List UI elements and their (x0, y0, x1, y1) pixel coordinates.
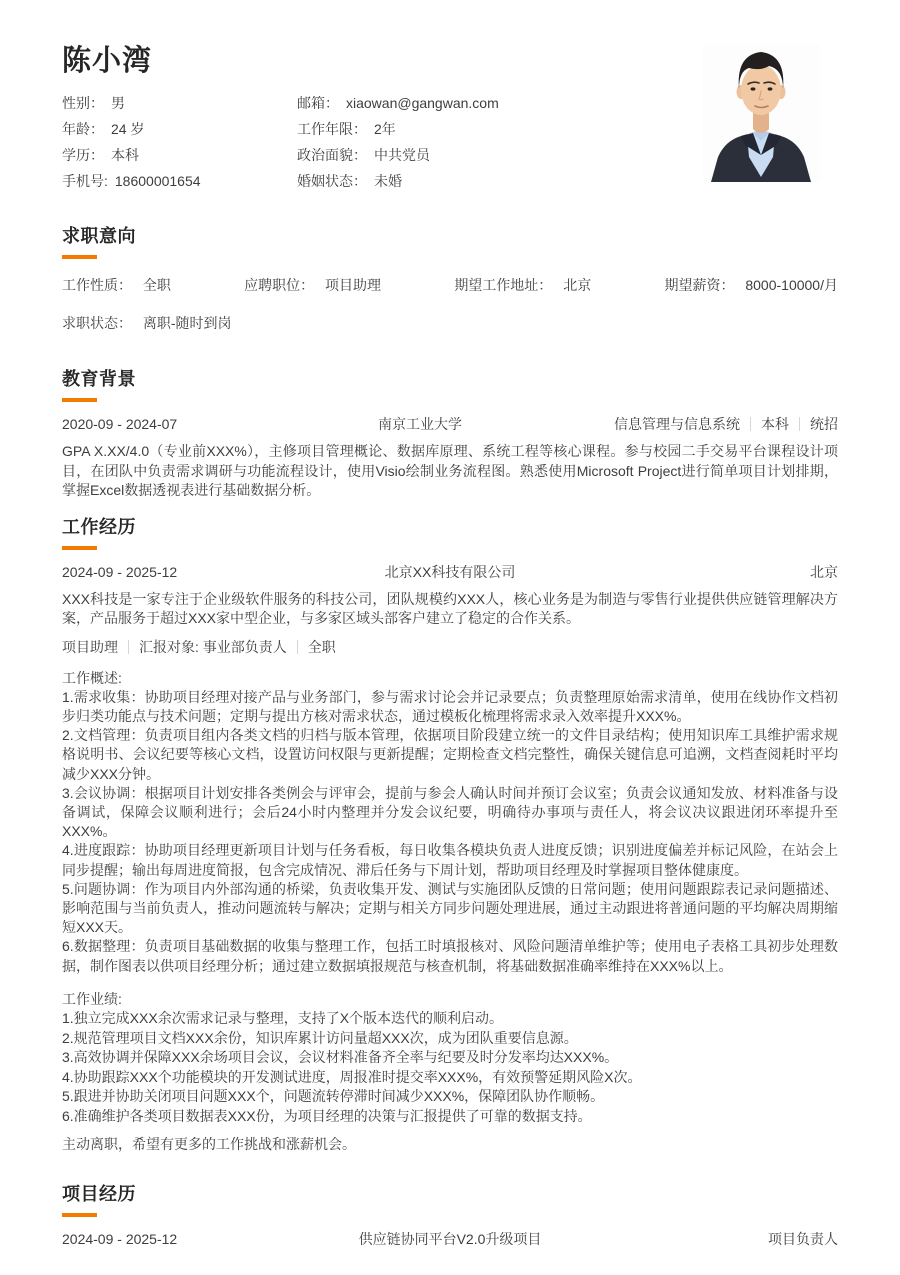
project-name: 供应链协同平台V2.0升级项目 (358, 1231, 542, 1248)
achievement-item: 6.准确维护各类项目数据表XXX份，为项目经理的决策与汇报提供了可靠的数据支持。 (62, 1107, 592, 1124)
work-period: 2024-09 - 2025-12 (62, 563, 178, 580)
company-intro: XXX科技是一家专注于企业级软件服务的科技公司，团队规模约XXX人，核心业务是为制造与零售行业提供供应链管理解决方案，产品服务于超过XXX家中型企业，与多家区域头部客户建立了稳定的合作关系。 (62, 590, 838, 626)
divider (750, 417, 751, 431)
accent-bar (62, 1213, 97, 1217)
info-political-status: 政治面貌： 中共党员 (297, 147, 430, 163)
section-work-experience (62, 515, 838, 1155)
work-achievements-title: 工作业绩: (62, 990, 122, 1007)
education-degree: 本科 (761, 416, 789, 432)
duty-item: 3.会议协调：根据项目计划安排各类例会与评审会，提前与参会人确认时间并预订会议室；负责会议通知发放、材料准备与设备调试，保障会议顺利进行；会后24小时内整理并分发会议纪要，明确待办事项与责任人，将会议决议跟进闭环率提升至XXX%。 (62, 784, 838, 840)
project-role: 项目负责人 (768, 1231, 838, 1248)
duty-item: 5.问题协调：作为项目内外部沟通的桥梁，负责收集开发、测试与实施团队反馈的日常问题；使用问题跟踪表记录问题描述、影响范围与当前负责人，推动问题流转与解决；定期与相关方同步问题处理进展，通过主动跟进将普通问题的平均解决周期缩短XXX天。 (62, 880, 838, 936)
education-enrollment: 统招 (810, 416, 838, 432)
section-job-intention (62, 224, 838, 333)
section-header (62, 1182, 838, 1217)
project-meta-row (62, 1229, 838, 1249)
work-report-to: 汇报对象: 事业部负责人 (139, 638, 287, 655)
achievement-item: 4.协助跟踪XXX个功能模块的开发测试进度，周报准时提交率XXX%，有效预警延期风险X次。 (62, 1068, 642, 1085)
duty-item: 6.数据整理：负责项目基础数据的收集与整理工作，包括工时填报核对、风险问题清单维护等；使用电子表格工具初步处理数据，制作图表以供项目经理分析；通过建立数据填报规范与核查机制，将基础数据准确率维持在XXX%以上。 (62, 938, 838, 974)
divider (297, 640, 298, 654)
achievement-item: 1.独立完成XXX余次需求记录与整理，支持了X个版本迭代的顺利启动。 (62, 1010, 504, 1027)
divider (128, 640, 129, 654)
info-work-years: 工作年限： 2年 (297, 121, 396, 137)
achievement-item: 3.高效协调并保障XXX余场项目会议，会议材料准备齐全率与纪要及时分发率均达XXX%。 (62, 1049, 619, 1066)
project-period: 2024-09 - 2025-12 (62, 1231, 178, 1248)
personal-info (62, 90, 662, 194)
education-school: 南京工业大学 (378, 416, 462, 432)
info-education: 学历： 本科 (62, 147, 139, 163)
job-status-row (62, 313, 838, 333)
field-job-nature: 工作性质： 全职 (62, 277, 171, 293)
info-age: 年龄： 24 岁 (62, 121, 145, 137)
section-header (62, 515, 838, 550)
duty-item: 4.进度跟踪：协助项目经理更新项目计划与任务看板，每日收集各模块负责人进度反馈；识别进度偏差并标记风险，在站会上同步提醒；输出每周进度简报，包含完成情况、滞后任务与下周计划，帮助项目经理及时掌握项目整体健康度。 (62, 842, 838, 878)
section-education (62, 367, 838, 501)
divider (799, 417, 800, 431)
section-project-experience (62, 1182, 838, 1249)
work-company: 北京XX科技有限公司 (384, 563, 516, 580)
duty-item: 1.需求收集：协助项目经理对接产品与业务部门，参与需求讨论会并记录要点；负责整理原始需求清单，使用在线协作文档初步归类功能点与技术问题；定期与提出方核对需求状态，通过模板化梳理将需求录入效率提升XXX%。 (62, 688, 838, 724)
accent-bar (62, 398, 97, 402)
field-job-status: 求职状态： 离职-随时到岗 (62, 315, 232, 331)
resign-reason: 主动离职，希望有更多的工作挑战和涨薪机会。 (62, 1136, 356, 1153)
work-position: 项目助理 (62, 638, 118, 655)
section-title-work: 工作经历 (62, 516, 136, 537)
education-meta-row (62, 414, 838, 434)
work-achievements (62, 990, 838, 1127)
education-tags (578, 414, 838, 434)
work-overview (62, 669, 838, 976)
section-title-project: 项目经历 (62, 1184, 136, 1205)
education-period: 2020-09 - 2024-07 (62, 416, 178, 432)
job-intention-row (62, 275, 838, 295)
education-description: GPA X.XX/4.0（专业前XXX%），主修项目管理概论、数据库原理、系统工程等核心课程。参与校园二手交易平台课程设计项目，在团队中负责需求调研与功能流程设计，使用Visio绘制业务流程图。熟悉使用Microsoft Project进行简单项目计划排期，掌握Excel数据透视表进行基础数据分析。 (62, 443, 838, 498)
field-target-position: 应聘职位： 项目助理 (244, 277, 382, 293)
section-title-job-intention: 求职意向 (62, 226, 136, 246)
section-header (62, 367, 838, 402)
section-title-education: 教育背景 (62, 369, 136, 389)
field-expected-salary: 期望薪资： 8000-10000/月 (664, 277, 838, 293)
field-target-location: 期望工作地址： 北京 (454, 277, 592, 293)
work-location: 北京 (810, 563, 838, 580)
section-header (62, 224, 838, 259)
position-row (62, 637, 838, 657)
work-meta-row (62, 562, 838, 582)
info-marital-status: 婚姻状态： 未婚 (297, 173, 402, 189)
accent-bar (62, 546, 97, 550)
profile-photo-illustration (703, 45, 820, 182)
info-email: 邮箱： xiaowan@gangwan.com (297, 95, 499, 111)
work-job-type: 全职 (307, 638, 336, 655)
work-overview-title: 工作概述: (62, 669, 122, 686)
info-phone: 手机号: 18600001654 (62, 173, 201, 189)
education-major: 信息管理与信息系统 (614, 416, 740, 432)
achievement-item: 5.跟进并协助关闭项目问题XXX个，问题流转停滞时间减少XXX%，保障团队协作顺畅。 (62, 1088, 605, 1105)
info-gender: 性别： 男 (62, 95, 125, 111)
duty-item: 2.文档管理：负责项目组内各类文档的归档与版本管理，依据项目阶段建立统一的文件目录结构；使用知识库工具维护需求规格说明书、会议纪要等核心文档，设置访问权限与更新提醒；定期检查文档完整性，确保关键信息可追溯，文档查阅耗时平均减少XXX分钟。 (62, 727, 838, 782)
candidate-name: 陈小湾 (62, 45, 153, 77)
accent-bar (62, 255, 97, 259)
profile-photo (703, 45, 820, 182)
achievement-item: 2.规范管理项目文档XXX余份，知识库累计访问量超XXX次，成为团队重要信息源。 (62, 1029, 578, 1046)
